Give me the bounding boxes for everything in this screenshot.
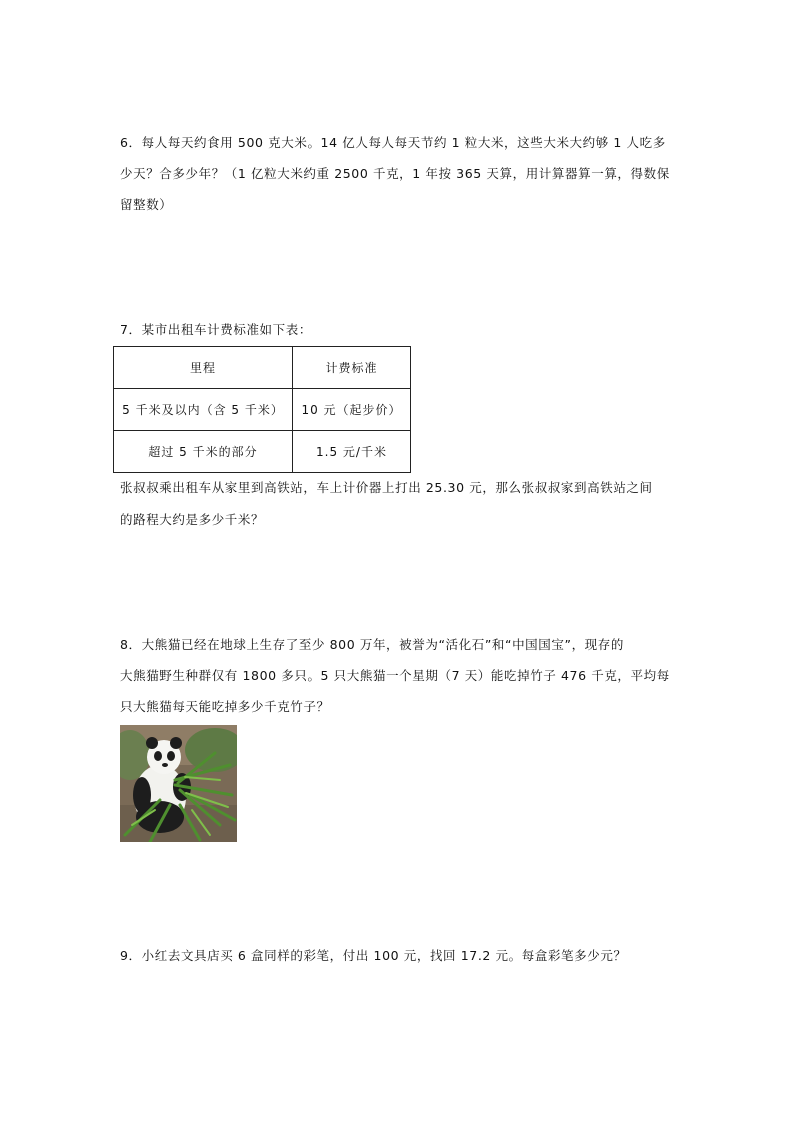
problem-6-line-3: 留整数） [120,197,173,212]
table-cell: 10 元（起步价） [293,389,411,431]
table-cell: 1.5 元/千米 [293,431,411,473]
problem-7-question-line-2: 的路程大约是多少千米？ [120,512,265,527]
problem-8-line-1: 8．大熊猫已经在地球上生存了至少 800 万年，被誉为“活化石”和“中国国宝”，现存的 [120,637,624,652]
problem-7-intro: 7．某市出租车计费标准如下表： [120,322,312,337]
panda-photo [120,725,237,842]
fare-table-header-fee: 计费标准 [293,347,411,389]
fare-table-header-mileage: 里程 [114,347,293,389]
problem-9-line-1: 9．小红去文具店买 6 盒同样的彩笔，付出 100 元，找回 17.2 元。每盒彩笔多少元？ [120,948,627,963]
table-row [114,431,411,473]
problem-8-line-2: 大熊猫野生种群仅有 1800 多只。5 只大熊猫一个星期（7 天）能吃掉竹子 476 千克，平均每 [120,668,670,683]
problem-7-question-line-1: 张叔叔乘出租车从家里到高铁站，车上计价器上打出 25.30 元，那么张叔叔家到高铁站之间 [120,480,653,495]
problem-6-line-1: 6．每人每天约食用 500 克大米。14 亿人每人每天节约 1 粒大米，这些大米大约够 1 人吃多 [120,135,666,150]
problem-6-line-2: 少天？合多少年？（1 亿粒大米约重 2500 千克，1 年按 365 天算，用计算器算一算，得数保 [120,166,670,181]
table-cell: 超过 5 千米的部分 [114,431,293,473]
problem-8-line-3: 只大熊猫每天能吃掉多少千克竹子？ [120,699,330,714]
fare-table [113,346,411,473]
table-row [114,389,411,431]
table-cell: 5 千米及以内（含 5 千米） [114,389,293,431]
fare-table-header-row [114,347,411,389]
